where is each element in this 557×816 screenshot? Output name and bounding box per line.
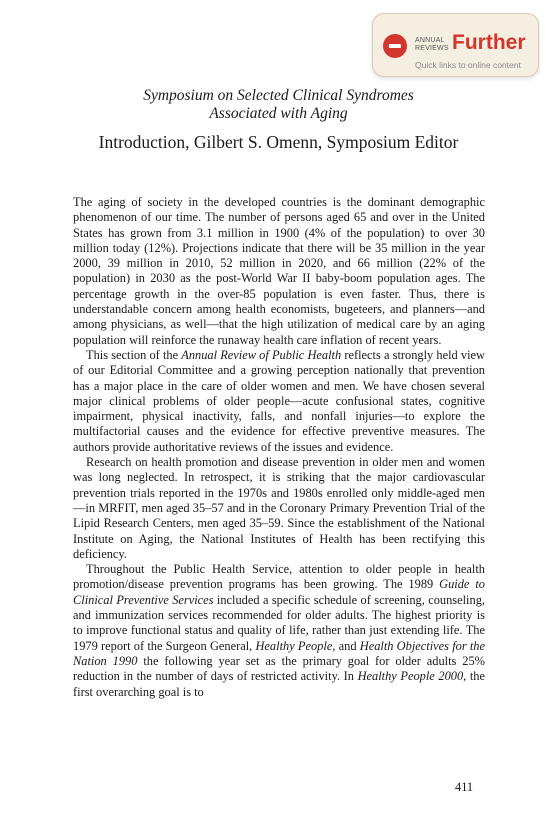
symposium-title-line2: Associated with Aging [209, 105, 348, 122]
badge-line1: ANNUAL [415, 37, 445, 44]
article-body [73, 195, 485, 700]
page-number: 411 [455, 780, 474, 794]
badge-title: Further [452, 31, 526, 54]
symposium-title-line1: Symposium on Selected Clinical Syndromes [143, 87, 414, 104]
annual-reviews-logo-icon [383, 34, 407, 58]
paragraph-4: Throughout the Public Health Service, attention to older people in health promotion/disease prevention programs has been growing. The 1989 Guide to Clinical Preventive Services included a specific schedule of screening, counseling, and immunization services recommended for older adults. The highest priority is to improve functional status and quality of life, rather than just extending life. The 1979 report of the Surgeon General, Healthy People, and Health Objectives for the Nation 1990 the following year set as the primary goal for older adults 25% reduction in the number of days of restricted activity. In Healthy People 2000, the first overarching goal is to [73, 562, 485, 699]
symposium-title [0, 87, 557, 123]
introduction-heading: Introduction, Gilbert S. Omenn, Symposium Editor [98, 132, 459, 152]
paragraph-3: Research on health promotion and disease prevention in older men and women was long neglected. In retrospect, it is striking that the major cardiovascular prevention trials reported in the 1970s and 1980s enrolled only middle-aged men—in MRFIT, men aged 35–57 and in the Coronary Primary Prevention Trial of the Lipid Research Centers, men aged 35–59. Since the establishment of the National Institute on Aging, the National Institutes of Health has been rectifying this deficiency. [73, 455, 485, 561]
paragraph-2: This section of the Annual Review of Public Health reflects a strongly held view of our Editorial Committee and a growing perception nationally that prevention has a major place in the care of older women and men. We have chosen several major clinical problems of older people—acute confusional states, cognitive impairment, physical inactivity, falls, and nonfall injuries—to explore the multifactorial causes and the evidence for effective preventive measures. The authors provide authoritative reviews of the issues and evidence. [73, 347, 485, 454]
badge-subtitle: Quick links to online content [415, 60, 521, 70]
further-badge[interactable] [372, 13, 539, 77]
paragraph-1: The aging of society in the developed countries is the dominant demographic phenomenon of our time. The number of persons aged 65 and over in the United States has grown from 3.1 million in 1900 (4% of the population) to over 30 million today (12%). Projections indicate that there will be 35 million in the year 2000, 39 million in 2010, 52 million in 2020, and 66 million (22% of the population) in 2030 as the post-World War II baby-boom population ages. The percentage growth in the over-85 population is even faster. Thus, there is understandable concern among health economists, bugeteers, and planners—and among physicians, as well—that the high utilization of medical care by an aging population will reinforce the runaway health care inflation of recent years. [73, 195, 485, 347]
badge-publisher [415, 37, 449, 53]
badge-line2: REVIEWS [415, 45, 449, 52]
